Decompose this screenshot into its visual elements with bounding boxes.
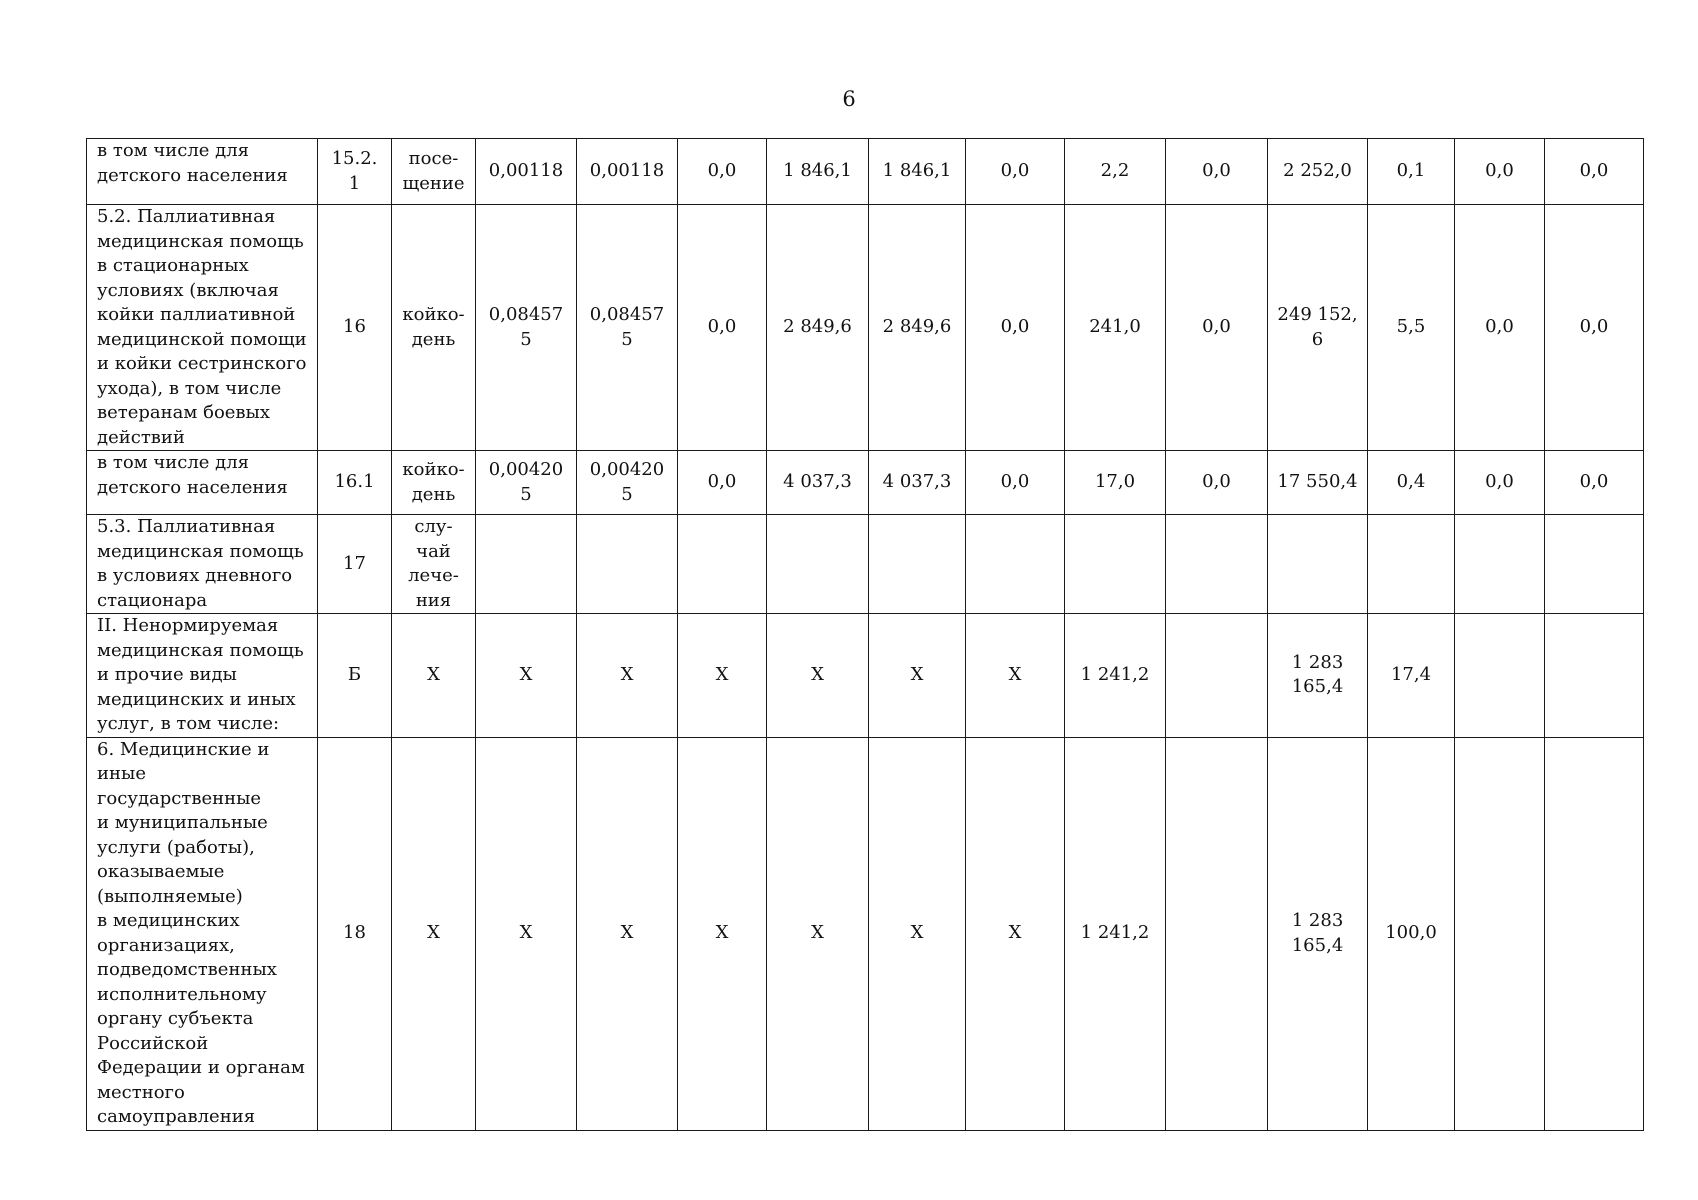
unit-cell-text: Х — [427, 922, 440, 944]
value-cell-text: 2 849,6 — [783, 316, 852, 338]
unit-cell-text: койко- день — [402, 304, 465, 350]
value-cell — [966, 515, 1065, 614]
value-cell-text: 1 241,2 — [1080, 922, 1150, 944]
value-cell-text: 17,4 — [1390, 664, 1432, 685]
row-label-cell — [87, 205, 318, 451]
value-cell — [1455, 737, 1545, 1130]
value-cell-text: Х — [910, 664, 924, 685]
value-cell — [476, 205, 577, 451]
value-cell — [577, 205, 678, 451]
value-cell-text: Х — [811, 664, 824, 685]
value-cell — [1268, 737, 1368, 1130]
unit-cell — [392, 515, 476, 614]
value-cell-text: Х — [620, 922, 634, 944]
value-cell-text: 1 846,1 — [783, 160, 852, 182]
value-cell-text: Х — [620, 664, 634, 685]
unit-cell-text: койко- день — [402, 459, 465, 505]
value-cell — [966, 451, 1065, 515]
value-cell — [1065, 205, 1166, 451]
value-cell-text: 0,0 — [707, 160, 737, 182]
value-cell-text: 0,00420 5 — [488, 459, 564, 505]
value-cell-text: Х — [1008, 664, 1022, 685]
unit-cell — [392, 205, 476, 451]
value-cell — [1166, 205, 1268, 451]
value-cell — [1368, 737, 1455, 1130]
value-cell — [767, 451, 869, 515]
value-cell-text: 4 037,3 — [783, 471, 852, 493]
value-cell-text: 0,4 — [1396, 471, 1426, 493]
value-cell-text: Х — [811, 922, 824, 944]
row-label-cell-text: в том числе для детского населения — [97, 452, 288, 498]
unit-cell — [392, 451, 476, 515]
value-cell-text: Х — [519, 664, 533, 685]
row-label-cell-text: II. Ненормируемая медицинская помощь и прочие виды медицинских и иных услуг, в том числе: — [97, 615, 304, 734]
row-label-cell-text: 5.3. Паллиативная медицинская помощь в условиях дневного стационара — [97, 516, 304, 611]
value-cell — [577, 451, 678, 515]
value-cell — [678, 737, 767, 1130]
row-label-cell — [87, 139, 318, 205]
value-cell — [966, 614, 1065, 738]
value-cell-text: 0,1 — [1396, 160, 1426, 182]
row-code-cell — [318, 451, 392, 515]
row-code-cell-text: 16.1 — [334, 471, 375, 493]
value-cell — [1368, 614, 1455, 738]
table-row — [87, 451, 1644, 515]
value-cell — [1545, 737, 1644, 1130]
value-cell-text: 0,0 — [707, 471, 737, 493]
value-cell — [1545, 451, 1644, 515]
row-label-cell-text: 5.2. Паллиативная медицинская помощь в стационарных условиях (включая койки паллиативной медицинской помощи и койки сестринского ухода), в том числе ветеранам боевых действий — [97, 206, 307, 448]
row-code-cell — [318, 205, 392, 451]
value-cell — [1268, 614, 1368, 738]
value-cell-text: 0,08457 5 — [488, 304, 564, 350]
value-cell-text: Х — [1008, 922, 1022, 944]
unit-cell-text: посе- щение — [402, 148, 465, 194]
unit-cell — [392, 614, 476, 738]
value-cell — [1268, 515, 1368, 614]
row-label-cell — [87, 515, 318, 614]
table-row — [87, 515, 1644, 614]
unit-cell — [392, 737, 476, 1130]
value-cell — [1268, 205, 1368, 451]
value-cell-text: 4 037,3 — [882, 471, 952, 493]
value-cell-text: 17 550,4 — [1277, 471, 1358, 493]
value-cell — [767, 737, 869, 1130]
value-cell — [476, 451, 577, 515]
value-cell — [869, 205, 966, 451]
unit-cell-text: слу- чай лече- ния — [408, 516, 459, 611]
table-row — [87, 614, 1644, 738]
value-cell — [869, 737, 966, 1130]
value-cell-text: 0,0 — [1202, 471, 1231, 493]
value-cell — [1545, 515, 1644, 614]
value-cell — [476, 614, 577, 738]
value-cell — [476, 515, 577, 614]
value-cell — [1268, 139, 1368, 205]
value-cell — [869, 139, 966, 205]
value-cell-text: Х — [715, 664, 729, 685]
value-cell-text: 0,00118 — [589, 160, 665, 182]
value-cell — [1455, 139, 1545, 205]
value-cell — [678, 451, 767, 515]
value-cell — [1545, 139, 1644, 205]
value-cell — [966, 737, 1065, 1130]
value-cell — [966, 139, 1065, 205]
row-label-cell-text: в том числе для детского населения — [97, 140, 288, 186]
value-cell-text: 0,0 — [1579, 316, 1609, 338]
value-cell — [1368, 515, 1455, 614]
value-cell-text: 0,0 — [1485, 471, 1514, 493]
value-cell-text: 0,00118 — [488, 160, 564, 182]
row-code-cell-text: Б — [347, 664, 362, 685]
value-cell — [476, 139, 577, 205]
value-cell — [869, 515, 966, 614]
value-cell — [1166, 737, 1268, 1130]
value-cell-text: 0,0 — [1000, 471, 1030, 493]
value-cell — [577, 139, 678, 205]
value-cell — [869, 451, 966, 515]
value-cell-text: 1 846,1 — [882, 160, 952, 182]
value-cell-text: 0,0 — [1579, 471, 1609, 493]
row-code-cell — [318, 515, 392, 614]
value-cell — [1065, 737, 1166, 1130]
value-cell — [1065, 451, 1166, 515]
table-row — [87, 737, 1644, 1130]
value-cell-text: 0,0 — [1202, 316, 1231, 338]
row-code-cell-text: 16 — [343, 316, 366, 338]
value-cell — [1368, 139, 1455, 205]
page-number: 6 — [842, 87, 856, 111]
table-row — [87, 139, 1644, 205]
value-cell — [1455, 515, 1545, 614]
value-cell — [1545, 205, 1644, 451]
value-cell-text: Х — [910, 922, 924, 944]
value-cell — [678, 515, 767, 614]
value-cell — [869, 614, 966, 738]
value-cell-text: 5,5 — [1396, 316, 1426, 338]
value-cell-text: 1 283 165,4 — [1291, 910, 1344, 956]
value-cell — [1065, 139, 1166, 205]
row-code-cell — [318, 614, 392, 738]
value-cell — [1065, 614, 1166, 738]
value-cell — [1368, 205, 1455, 451]
value-cell-text: 241,0 — [1089, 316, 1141, 338]
value-cell — [1166, 451, 1268, 515]
value-cell-text: Х — [519, 922, 533, 944]
value-cell — [767, 614, 869, 738]
value-cell-text: 2 849,6 — [882, 316, 952, 338]
value-cell-text: 0,0 — [1485, 316, 1514, 338]
value-cell — [1545, 614, 1644, 738]
unit-cell — [392, 139, 476, 205]
table-row — [87, 205, 1644, 451]
value-cell-text: 2,2 — [1100, 160, 1130, 182]
value-cell — [1166, 139, 1268, 205]
value-cell-text: 0,0 — [1000, 160, 1030, 182]
value-cell — [767, 515, 869, 614]
value-cell — [767, 205, 869, 451]
value-cell — [678, 139, 767, 205]
data-table — [86, 138, 1644, 1131]
value-cell — [1455, 205, 1545, 451]
value-cell-text: 1 241,2 — [1080, 664, 1150, 685]
value-cell-text: 1 283 165,4 — [1291, 651, 1344, 698]
value-cell — [577, 614, 678, 738]
row-code-cell — [318, 737, 392, 1130]
row-label-cell — [87, 737, 318, 1130]
value-cell — [476, 737, 577, 1130]
row-label-cell — [87, 614, 318, 738]
unit-cell-text: Х — [427, 664, 440, 685]
value-cell-text: 2 252,0 — [1283, 160, 1352, 182]
table-body — [87, 139, 1644, 1131]
value-cell-text: 0,0 — [1579, 160, 1609, 182]
value-cell — [966, 205, 1065, 451]
row-code-cell-text: 15.2. 1 — [331, 148, 378, 194]
row-label-cell-text: 6. Медицинские и иные государственные и муниципальные услуги (работы), оказываемые (выполняемые) в медицинских организациях, подведомственных исполнительному органу субъекта Российской Федерации и органам местного самоуправления — [97, 738, 305, 1127]
value-cell-text: 0,0 — [1000, 316, 1030, 338]
value-cell — [678, 614, 767, 738]
value-cell-text: 0,08457 5 — [589, 304, 665, 350]
row-code-cell-text: 17 — [343, 552, 366, 574]
value-cell-text: 0,0 — [1485, 160, 1514, 182]
value-cell — [577, 737, 678, 1130]
value-cell — [1368, 451, 1455, 515]
value-cell-text: 0,0 — [1202, 160, 1231, 182]
value-cell — [1065, 515, 1166, 614]
value-cell-text: 100,0 — [1385, 922, 1437, 944]
value-cell-text: 17,0 — [1094, 471, 1136, 493]
row-label-cell — [87, 451, 318, 515]
value-cell — [1455, 614, 1545, 738]
value-cell — [577, 515, 678, 614]
value-cell — [1166, 515, 1268, 614]
value-cell — [1455, 451, 1545, 515]
value-cell — [1166, 614, 1268, 738]
value-cell-text: Х — [715, 922, 729, 944]
value-cell-text: 0,00420 5 — [589, 459, 665, 505]
value-cell-text: 0,0 — [707, 316, 737, 338]
value-cell — [1268, 451, 1368, 515]
value-cell — [678, 205, 767, 451]
value-cell-text: 249 152, 6 — [1277, 304, 1358, 350]
value-cell — [767, 139, 869, 205]
row-code-cell-text: 18 — [343, 922, 366, 944]
row-code-cell — [318, 139, 392, 205]
